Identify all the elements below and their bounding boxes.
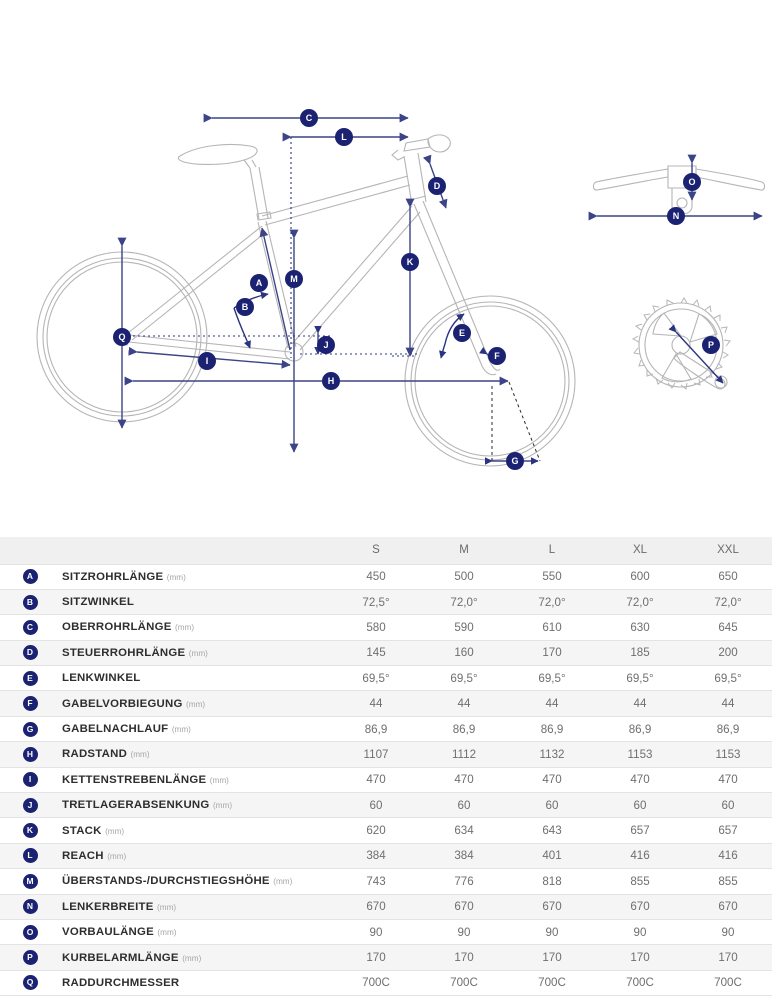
table-row	[0, 843, 772, 868]
row-badge-g: G	[23, 722, 38, 737]
row-badge-l: L	[23, 848, 38, 863]
row-badge-cell	[0, 894, 60, 919]
head-tube	[404, 156, 412, 205]
row-label-unit: (mm)	[130, 750, 150, 760]
cell-a-s: 450	[332, 564, 420, 589]
handlebar-right	[696, 169, 765, 190]
row-label	[60, 919, 332, 944]
dimension-lines	[122, 118, 538, 461]
cell-c-m: 590	[420, 615, 508, 640]
seat-post-b	[259, 167, 268, 218]
cell-c-l: 610	[508, 615, 596, 640]
table-row	[0, 615, 772, 640]
table-row	[0, 894, 772, 919]
cell-h-s: 1107	[332, 742, 420, 767]
cell-b-xxl: 72,0°	[684, 589, 772, 614]
svg-text:M: M	[290, 274, 298, 284]
cell-a-xl: 600	[596, 564, 684, 589]
callout-badge-P	[702, 336, 720, 354]
table-row	[0, 793, 772, 818]
row-label	[60, 945, 332, 970]
row-label-text: ÜBERSTANDS-/DURCHSTIEGSHÖHE	[62, 875, 270, 888]
row-label-text: VORBAULÄNGE	[62, 926, 154, 939]
cell-k-xxl: 657	[684, 818, 772, 843]
table-row	[0, 970, 772, 995]
handlebar-grip	[428, 135, 450, 152]
down-tube-b	[300, 212, 420, 350]
cell-h-xxl: 1153	[684, 742, 772, 767]
row-label-text: LENKERBREITE	[62, 900, 154, 913]
row-badge-cell	[0, 589, 60, 614]
cell-k-l: 643	[508, 818, 596, 843]
cell-n-l: 670	[508, 894, 596, 919]
cell-m-s: 743	[332, 869, 420, 894]
row-label-unit: (mm)	[188, 648, 208, 658]
row-label-unit: (mm)	[273, 877, 293, 887]
row-badge-o: O	[23, 925, 38, 940]
cell-d-xl: 185	[596, 640, 684, 665]
table-row	[0, 945, 772, 970]
cell-f-l: 44	[508, 691, 596, 716]
row-label-text: RADSTAND	[62, 748, 128, 761]
cell-n-xl: 670	[596, 894, 684, 919]
svg-text:J: J	[323, 340, 329, 350]
callout-badge-D	[428, 177, 446, 195]
cell-o-l: 90	[508, 919, 596, 944]
row-label-text: TRETLAGERABSENKUNG	[62, 799, 210, 812]
cell-b-s: 72,5°	[332, 589, 420, 614]
top-tube-b	[265, 185, 410, 225]
svg-text:L: L	[341, 132, 347, 142]
cell-m-xl: 855	[596, 869, 684, 894]
cell-d-m: 160	[420, 640, 508, 665]
row-label	[60, 564, 332, 589]
row-label	[60, 615, 332, 640]
row-label	[60, 767, 332, 792]
cell-h-m: 1112	[420, 742, 508, 767]
row-badge-cell	[0, 716, 60, 741]
cell-l-s: 384	[332, 843, 420, 868]
cell-e-xl: 69,5°	[596, 666, 684, 691]
row-label	[60, 970, 332, 995]
cell-q-xl: 700C	[596, 970, 684, 995]
callout-badge-N	[667, 207, 685, 225]
cell-j-xl: 60	[596, 793, 684, 818]
table-row	[0, 919, 772, 944]
callout-badges	[113, 109, 720, 470]
cell-i-l: 470	[508, 767, 596, 792]
row-badge-q: Q	[23, 975, 38, 990]
cell-c-s: 580	[332, 615, 420, 640]
row-label-text: GABELVORBIEGUNG	[62, 697, 183, 710]
row-label	[60, 818, 332, 843]
cell-f-s: 44	[332, 691, 420, 716]
svg-text:A: A	[255, 278, 263, 288]
column-header-xl: XL	[596, 537, 684, 564]
cell-l-m: 384	[420, 843, 508, 868]
cell-i-xxl: 470	[684, 767, 772, 792]
cell-j-xxl: 60	[684, 793, 772, 818]
cell-a-xxl: 650	[684, 564, 772, 589]
cell-f-xl: 44	[596, 691, 684, 716]
svg-text:P: P	[707, 340, 715, 350]
row-label-text: STEUERROHRLÄNGE	[62, 646, 186, 659]
row-badge-a: A	[23, 569, 38, 584]
cell-a-m: 500	[420, 564, 508, 589]
row-badge-cell	[0, 793, 60, 818]
row-badge-cell	[0, 640, 60, 665]
row-label-unit: (mm)	[175, 623, 195, 633]
callout-badge-F	[488, 347, 506, 365]
cell-j-m: 60	[420, 793, 508, 818]
callout-badge-L	[335, 128, 353, 146]
cell-o-xxl: 90	[684, 919, 772, 944]
row-label	[60, 589, 332, 614]
cell-n-xxl: 670	[684, 894, 772, 919]
row-label-unit: (mm)	[182, 953, 202, 963]
row-label-unit: (mm)	[157, 928, 177, 938]
row-label-unit: (mm)	[209, 775, 229, 785]
bar-stub	[392, 150, 404, 160]
row-label-text: LENKWINKEL	[62, 672, 141, 685]
row-label	[60, 640, 332, 665]
row-badge-n: N	[23, 899, 38, 914]
table-body	[0, 564, 772, 996]
svg-text:E: E	[458, 328, 466, 338]
trail-guides	[492, 382, 540, 461]
row-label-text: KETTENSTREBENLÄNGE	[62, 773, 207, 786]
column-header-l: L	[508, 537, 596, 564]
callout-badge-A	[250, 274, 268, 292]
row-badge-cell	[0, 564, 60, 589]
cell-m-m: 776	[420, 869, 508, 894]
table-head	[0, 537, 772, 564]
chain-stay	[129, 335, 290, 352]
callout-badge-O	[683, 173, 701, 191]
table-row	[0, 564, 772, 589]
svg-text:B: B	[241, 302, 249, 312]
cell-o-xl: 90	[596, 919, 684, 944]
row-badge-cell	[0, 615, 60, 640]
steerer-bolt	[677, 198, 687, 208]
cell-p-xxl: 170	[684, 945, 772, 970]
header-badge-spacer	[0, 537, 60, 564]
cell-g-l: 86,9	[508, 716, 596, 741]
row-label	[60, 894, 332, 919]
cell-k-xl: 657	[596, 818, 684, 843]
cell-k-m: 634	[420, 818, 508, 843]
construction-guides	[133, 137, 420, 358]
cell-l-xxl: 416	[684, 843, 772, 868]
cell-f-xxl: 44	[684, 691, 772, 716]
cell-i-m: 470	[420, 767, 508, 792]
seat-post	[250, 168, 259, 219]
callout-badge-K	[401, 253, 419, 271]
row-badge-cell	[0, 970, 60, 995]
cell-e-l: 69,5°	[508, 666, 596, 691]
guide-steering-axis	[509, 382, 540, 461]
row-label-unit: (mm)	[157, 902, 177, 912]
cell-p-l: 170	[508, 945, 596, 970]
cell-n-s: 670	[332, 894, 420, 919]
arc-E-head-angle-2	[441, 344, 445, 358]
column-header-s: S	[332, 537, 420, 564]
svg-text:K: K	[406, 257, 414, 267]
cell-g-m: 86,9	[420, 716, 508, 741]
cell-g-xl: 86,9	[596, 716, 684, 741]
row-label-unit: (mm)	[171, 725, 191, 735]
table-row	[0, 767, 772, 792]
cell-j-l: 60	[508, 793, 596, 818]
cell-c-xl: 630	[596, 615, 684, 640]
row-badge-cell	[0, 767, 60, 792]
cell-n-m: 670	[420, 894, 508, 919]
handlebar-inset	[593, 166, 764, 214]
cell-h-l: 1132	[508, 742, 596, 767]
dim-line-A	[262, 228, 290, 350]
row-label-text: OBERROHRLÄNGE	[62, 621, 172, 634]
callout-badge-Q	[113, 328, 131, 346]
saddle-rail	[244, 160, 256, 168]
row-badge-k: K	[23, 823, 38, 838]
stem	[404, 139, 430, 151]
row-badge-m: M	[23, 874, 38, 889]
row-label-text: KURBELARMLÄNGE	[62, 951, 179, 964]
row-badge-p: P	[23, 950, 38, 965]
row-badge-c: C	[23, 620, 38, 635]
row-label-unit: (mm)	[212, 801, 233, 811]
row-badge-cell	[0, 666, 60, 691]
handlebar-left	[593, 169, 668, 190]
cell-o-s: 90	[332, 919, 420, 944]
row-badge-cell	[0, 742, 60, 767]
row-badge-cell	[0, 869, 60, 894]
svg-text:I: I	[205, 356, 209, 366]
cell-d-l: 170	[508, 640, 596, 665]
cell-q-l: 700C	[508, 970, 596, 995]
row-label	[60, 742, 332, 767]
cell-p-xl: 170	[596, 945, 684, 970]
row-badge-b: B	[23, 595, 38, 610]
row-label-text: RADDURCHMESSER	[62, 976, 180, 989]
cell-e-m: 69,5°	[420, 666, 508, 691]
callout-badge-E	[453, 324, 471, 342]
row-badge-d: D	[23, 645, 38, 660]
svg-text:H: H	[327, 376, 335, 386]
cell-o-m: 90	[420, 919, 508, 944]
callout-badge-C	[300, 109, 318, 127]
callout-badge-M	[285, 270, 303, 288]
header-label-spacer	[60, 537, 332, 564]
row-label-unit: (mm)	[105, 826, 125, 836]
row-badge-cell	[0, 945, 60, 970]
row-label-unit: (mm)	[186, 699, 206, 709]
cell-m-l: 818	[508, 869, 596, 894]
svg-text:F: F	[494, 351, 500, 361]
angle-arcs	[234, 294, 464, 358]
cell-j-s: 60	[332, 793, 420, 818]
table-row	[0, 869, 772, 894]
cell-d-xxl: 200	[684, 640, 772, 665]
table-row	[0, 716, 772, 741]
svg-text:O: O	[688, 177, 696, 187]
table-row	[0, 640, 772, 665]
callout-badge-G	[506, 452, 524, 470]
head-tube-b	[418, 153, 426, 202]
column-header-xxl: XXL	[684, 537, 772, 564]
svg-text:N: N	[672, 211, 680, 221]
cell-i-xl: 470	[596, 767, 684, 792]
svg-text:C: C	[305, 113, 313, 123]
row-label-text: SITZROHRLÄNGE	[62, 570, 164, 583]
cell-d-s: 145	[332, 640, 420, 665]
cell-e-xxl: 69,5°	[684, 666, 772, 691]
row-badge-cell	[0, 919, 60, 944]
row-label-unit: (mm)	[166, 572, 186, 582]
cell-b-xl: 72,0°	[596, 589, 684, 614]
cell-h-xl: 1153	[596, 742, 684, 767]
cell-g-xxl: 86,9	[684, 716, 772, 741]
callout-badge-B	[236, 298, 254, 316]
cell-p-m: 170	[420, 945, 508, 970]
callout-badge-H	[322, 372, 340, 390]
table-row	[0, 742, 772, 767]
callout-badge-I	[198, 352, 216, 370]
fork-leg	[414, 204, 496, 375]
cell-b-m: 72,0°	[420, 589, 508, 614]
svg-text:G: G	[511, 456, 519, 466]
table-row	[0, 691, 772, 716]
row-label	[60, 666, 332, 691]
table-row	[0, 818, 772, 843]
cell-e-s: 69,5°	[332, 666, 420, 691]
geometry-table	[0, 537, 772, 996]
table-row	[0, 666, 772, 691]
callout-badge-J	[317, 336, 335, 354]
cell-b-l: 72,0°	[508, 589, 596, 614]
down-tube	[292, 206, 412, 344]
row-label	[60, 793, 332, 818]
row-label	[60, 869, 332, 894]
cell-m-xxl: 855	[684, 869, 772, 894]
table-header-row	[0, 537, 772, 564]
row-badge-cell	[0, 818, 60, 843]
cell-g-s: 86,9	[332, 716, 420, 741]
fork-crown	[410, 196, 426, 200]
top-tube	[262, 176, 408, 216]
column-header-m: M	[420, 537, 508, 564]
cell-l-xl: 416	[596, 843, 684, 868]
row-label-unit: (mm)	[107, 851, 127, 861]
seat-stay-b	[132, 232, 266, 340]
svg-text:Q: Q	[118, 332, 126, 342]
cell-k-s: 620	[332, 818, 420, 843]
cell-q-xxl: 700C	[684, 970, 772, 995]
row-label	[60, 691, 332, 716]
table-row	[0, 589, 772, 614]
cell-a-l: 550	[508, 564, 596, 589]
cell-c-xxl: 645	[684, 615, 772, 640]
cell-q-m: 700C	[420, 970, 508, 995]
cell-i-s: 470	[332, 767, 420, 792]
row-label-text: GABELNACHLAUF	[62, 723, 169, 736]
row-badge-i: I	[23, 772, 38, 787]
frame-artwork	[37, 135, 575, 466]
row-label-text: SITZWINKEL	[62, 596, 135, 609]
row-badge-e: E	[23, 671, 38, 686]
row-badge-cell	[0, 843, 60, 868]
row-badge-f: F	[23, 696, 38, 711]
cell-q-s: 700C	[332, 970, 420, 995]
row-badge-h: H	[23, 747, 38, 762]
row-label-text: REACH	[62, 849, 104, 862]
row-label	[60, 716, 332, 741]
row-label	[60, 843, 332, 868]
seat-stay	[128, 226, 262, 333]
row-badge-j: J	[23, 798, 38, 813]
cell-p-s: 170	[332, 945, 420, 970]
cell-l-l: 401	[508, 843, 596, 868]
svg-text:D: D	[433, 181, 441, 191]
fork-leg-b	[423, 201, 500, 370]
row-label-text: STACK	[62, 824, 102, 837]
row-badge-cell	[0, 691, 60, 716]
cell-f-m: 44	[420, 691, 508, 716]
